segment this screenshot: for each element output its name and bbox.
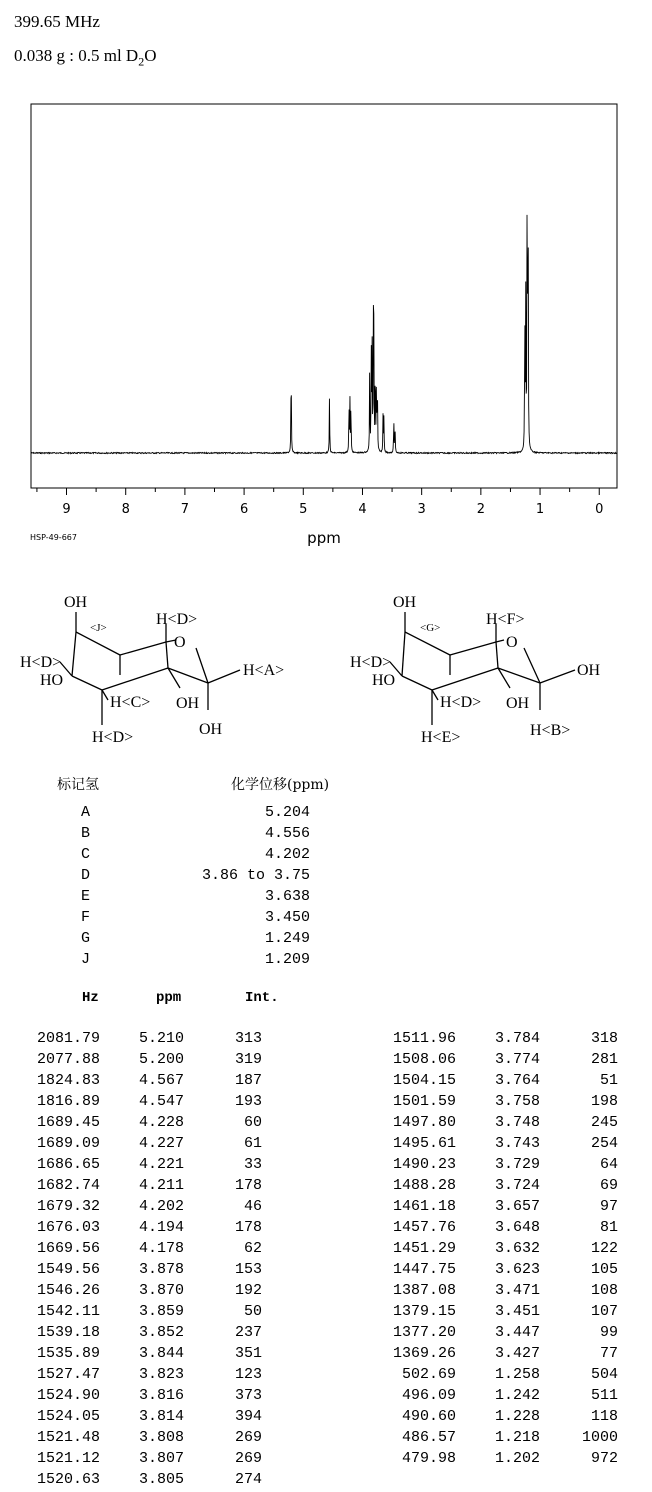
x-axis-ticks xyxy=(37,488,599,495)
peak-ppm: 3.451 xyxy=(494,1303,540,1320)
peak-intensity: 245 xyxy=(590,1114,618,1131)
hz-header: Hz xyxy=(82,990,99,1006)
peak-ppm: 4.228 xyxy=(138,1114,184,1131)
peak-intensity: 318 xyxy=(590,1030,618,1047)
peak-hz: 502.69 xyxy=(401,1366,456,1383)
peak-ppm: 1.202 xyxy=(494,1450,540,1467)
m2-ring-o: O xyxy=(506,634,518,651)
peak-ppm: 3.657 xyxy=(494,1198,540,1215)
peak-intensity: 192 xyxy=(234,1282,262,1299)
peak-hz: 1508.06 xyxy=(392,1051,456,1068)
assignment-header xyxy=(0,774,652,796)
x-tick-label: 9 xyxy=(62,502,71,517)
m1-hc: H<C> xyxy=(110,694,151,711)
peak-intensity: 237 xyxy=(234,1324,262,1341)
assignment-label: B xyxy=(81,825,91,842)
peak-intensity: 351 xyxy=(234,1345,262,1362)
x-tick-label: 5 xyxy=(299,502,308,517)
peak-intensity: 511 xyxy=(590,1387,618,1404)
peak-ppm: 3.471 xyxy=(494,1282,540,1299)
peak-intensity: 46 xyxy=(243,1198,262,1215)
peak-hz: 479.98 xyxy=(401,1450,456,1467)
peak-hz: 486.57 xyxy=(401,1429,456,1446)
peak-hz: 1524.90 xyxy=(36,1387,100,1404)
peak-ppm: 4.227 xyxy=(138,1135,184,1152)
m1-oh-top: OH xyxy=(64,594,88,611)
peak-intensity: 107 xyxy=(590,1303,618,1320)
peak-hz: 1682.74 xyxy=(36,1177,100,1194)
assignment-shift: 3.638 xyxy=(264,888,310,905)
peak-ppm: 4.178 xyxy=(138,1240,184,1257)
m1-hd-top: H<D> xyxy=(156,611,198,628)
peak-intensity: 198 xyxy=(590,1093,618,1110)
m2-hd-left: H<D> xyxy=(350,654,392,671)
molecule-2-labels xyxy=(350,594,601,746)
peak-intensity: 269 xyxy=(234,1450,262,1467)
peak-hz: 2081.79 xyxy=(36,1030,100,1047)
m2-oh-top: OH xyxy=(393,594,417,611)
peak-intensity: 274 xyxy=(234,1471,262,1488)
peak-hz: 1816.89 xyxy=(36,1093,100,1110)
peak-ppm: 3.805 xyxy=(138,1471,184,1488)
assignment-shift: 1.209 xyxy=(264,951,310,968)
peak-ppm: 3.870 xyxy=(138,1282,184,1299)
peak-hz: 1387.08 xyxy=(392,1282,456,1299)
peak-hz: 1546.26 xyxy=(36,1282,100,1299)
peak-intensity: 118 xyxy=(590,1408,618,1425)
peak-hz: 1521.12 xyxy=(36,1450,100,1467)
peak-hz: 1676.03 xyxy=(36,1219,100,1236)
peak-intensity: 193 xyxy=(234,1093,262,1110)
peak-hz: 1511.96 xyxy=(392,1030,456,1047)
assignment-row xyxy=(0,825,652,846)
sample-suffix: O xyxy=(144,46,157,65)
sample-concentration xyxy=(14,46,156,69)
peak-hz: 1457.76 xyxy=(392,1219,456,1236)
nmr-spectrum xyxy=(0,95,652,550)
molecule-2 xyxy=(390,612,575,725)
peak-intensity: 254 xyxy=(590,1135,618,1152)
assignment-label: A xyxy=(81,804,91,821)
spectrum-code: HSP-49-667 xyxy=(30,533,77,542)
molecule-1-labels xyxy=(20,594,284,746)
peak-ppm: 3.729 xyxy=(494,1156,540,1173)
x-tick-label: 6 xyxy=(239,502,249,517)
peak-intensity: 153 xyxy=(234,1261,262,1278)
sample-prefix: 0.038 g : 0.5 ml D xyxy=(14,46,139,65)
x-axis-tick-labels xyxy=(62,502,603,517)
peak-ppm: 3.427 xyxy=(494,1345,540,1362)
assignment-row xyxy=(0,867,652,888)
peak-ppm: 3.758 xyxy=(494,1093,540,1110)
molecule-structures xyxy=(0,580,652,750)
peak-intensity: 123 xyxy=(234,1366,262,1383)
peak-intensity: 60 xyxy=(243,1114,262,1131)
peak-intensity: 51 xyxy=(599,1072,618,1089)
peak-ppm: 3.823 xyxy=(138,1366,184,1383)
peak-hz: 496.09 xyxy=(401,1387,456,1404)
m1-ring-o: O xyxy=(174,634,186,651)
x-tick-label: 8 xyxy=(121,502,130,517)
x-tick-label: 2 xyxy=(476,502,485,517)
peak-hz: 1679.32 xyxy=(36,1198,100,1215)
m1-hd-bottom: H<D> xyxy=(92,729,134,746)
peak-ppm: 3.808 xyxy=(138,1429,184,1446)
peak-intensity: 1000 xyxy=(581,1429,618,1446)
shift-column-header: 化学位移(ppm) xyxy=(231,777,330,793)
x-tick-label: 0 xyxy=(595,502,604,517)
peak-hz: 490.60 xyxy=(401,1408,456,1425)
peak-intensity: 61 xyxy=(243,1135,262,1152)
peak-intensity: 108 xyxy=(590,1282,618,1299)
peak-hz: 1379.15 xyxy=(392,1303,456,1320)
peak-ppm: 3.764 xyxy=(494,1072,540,1089)
peak-hz: 1549.56 xyxy=(36,1261,100,1278)
peak-ppm: 3.648 xyxy=(494,1219,540,1236)
peak-ppm: 3.784 xyxy=(494,1030,540,1047)
peak-hz: 1521.48 xyxy=(36,1429,100,1446)
peak-intensity: 97 xyxy=(599,1198,618,1215)
peak-hz: 1689.09 xyxy=(36,1135,100,1152)
assignment-row xyxy=(0,951,652,972)
peak-hz: 1689.45 xyxy=(36,1114,100,1131)
assignment-label: G xyxy=(81,930,91,947)
assignment-shift: 5.204 xyxy=(264,804,310,821)
m1-hd-left: H<D> xyxy=(20,654,62,671)
peak-ppm: 4.221 xyxy=(138,1156,184,1173)
peak-hz: 1524.05 xyxy=(36,1408,100,1425)
peak-ppm: 1.218 xyxy=(494,1429,540,1446)
assignment-label: F xyxy=(81,909,91,926)
peak-hz: 1824.83 xyxy=(36,1072,100,1089)
int-header: Int. xyxy=(245,990,279,1006)
peak-intensity: 178 xyxy=(234,1177,262,1194)
peak-hz: 1542.11 xyxy=(36,1303,100,1320)
peak-intensity: 269 xyxy=(234,1429,262,1446)
peak-hz: 1501.59 xyxy=(392,1093,456,1110)
peak-hz: 1527.47 xyxy=(36,1366,100,1383)
x-tick-label: 4 xyxy=(358,502,367,517)
peak-intensity: 187 xyxy=(234,1072,262,1089)
ppm-header: ppm xyxy=(156,990,182,1006)
peak-ppm: 1.242 xyxy=(494,1387,540,1404)
assignment-shift: 3.86 to 3.75 xyxy=(201,867,310,884)
peak-intensity: 319 xyxy=(234,1051,262,1068)
assignment-row xyxy=(0,888,652,909)
m2-hf: H<F> xyxy=(486,611,525,628)
label-column-header: 标记氢 xyxy=(57,777,99,793)
peak-ppm: 3.724 xyxy=(494,1177,540,1194)
peak-hz: 1504.15 xyxy=(392,1072,456,1089)
peak-hz: 1669.56 xyxy=(36,1240,100,1257)
m2-hd-mid: H<D> xyxy=(440,694,482,711)
peak-hz: 1490.23 xyxy=(392,1156,456,1173)
assignment-shift: 4.556 xyxy=(264,825,310,842)
peak-intensity: 281 xyxy=(590,1051,618,1068)
m1-ha: H<A> xyxy=(243,662,285,679)
m2-ho-left: HO xyxy=(372,672,396,689)
m1-oh-low: OH xyxy=(199,721,223,738)
peak-intensity: 373 xyxy=(234,1387,262,1404)
peak-hz: 1535.89 xyxy=(36,1345,100,1362)
peak-ppm: 1.228 xyxy=(494,1408,540,1425)
peak-ppm: 3.859 xyxy=(138,1303,184,1320)
peak-hz: 1520.63 xyxy=(36,1471,100,1488)
sample-subscript: 2 xyxy=(138,54,145,69)
x-tick-label: 1 xyxy=(535,502,545,517)
m1-oh-mid: OH xyxy=(176,695,200,712)
peak-hz: 1447.75 xyxy=(392,1261,456,1278)
peak-ppm: 4.202 xyxy=(138,1198,184,1215)
spectrometer-frequency: 399.65 MHz xyxy=(14,12,100,31)
assignment-row xyxy=(0,846,652,867)
peak-intensity: 313 xyxy=(234,1030,262,1047)
peak-ppm: 3.844 xyxy=(138,1345,184,1362)
peak-ppm: 3.632 xyxy=(494,1240,540,1257)
peak-ppm: 4.194 xyxy=(138,1219,184,1236)
m2-he-bottom: H<E> xyxy=(421,729,461,746)
peak-ppm: 3.623 xyxy=(494,1261,540,1278)
peak-intensity: 504 xyxy=(590,1366,618,1383)
m1-ho-left: HO xyxy=(40,672,64,689)
peak-intensity: 99 xyxy=(599,1324,618,1341)
m2-tag-g: <G> xyxy=(420,622,441,634)
peak-intensity: 62 xyxy=(243,1240,262,1257)
assignment-label: C xyxy=(81,846,91,863)
peak-intensity: 81 xyxy=(599,1219,618,1236)
m1-tag-j: <J> xyxy=(90,622,107,634)
peak-hz: 1461.18 xyxy=(392,1198,456,1215)
peak-ppm: 3.743 xyxy=(494,1135,540,1152)
peak-hz: 1377.20 xyxy=(392,1324,456,1341)
peak-intensity: 77 xyxy=(599,1345,618,1362)
peak-ppm: 1.258 xyxy=(494,1366,540,1383)
x-tick-label: 3 xyxy=(417,502,426,517)
assignment-shift: 4.202 xyxy=(264,846,310,863)
assignment-table xyxy=(0,804,652,972)
peak-hz: 1369.26 xyxy=(392,1345,456,1362)
peak-hz: 2077.88 xyxy=(36,1051,100,1068)
peak-ppm: 3.807 xyxy=(138,1450,184,1467)
peak-ppm: 3.852 xyxy=(138,1324,184,1341)
peak-intensity: 69 xyxy=(599,1177,618,1194)
peak-hz: 1497.80 xyxy=(392,1114,456,1131)
peak-ppm: 5.210 xyxy=(138,1030,184,1047)
peak-ppm: 3.748 xyxy=(494,1114,540,1131)
peak-intensity: 33 xyxy=(243,1156,262,1173)
peak-ppm: 3.814 xyxy=(138,1408,184,1425)
m2-oh-mid: OH xyxy=(506,695,530,712)
peak-intensity: 50 xyxy=(243,1303,262,1320)
peak-intensity: 122 xyxy=(590,1240,618,1257)
x-axis-label: ppm xyxy=(307,529,341,547)
assignment-row xyxy=(0,930,652,951)
peak-hz: 1539.18 xyxy=(36,1324,100,1341)
peak-ppm: 4.567 xyxy=(138,1072,184,1089)
peak-ppm: 5.200 xyxy=(138,1051,184,1068)
peak-intensity: 105 xyxy=(590,1261,618,1278)
spectrum-trace xyxy=(31,215,617,454)
assignment-label: D xyxy=(81,867,91,884)
peak-intensity: 64 xyxy=(599,1156,618,1173)
peak-ppm: 4.211 xyxy=(138,1177,184,1194)
peak-hz: 1495.61 xyxy=(392,1135,456,1152)
peak-intensity: 178 xyxy=(234,1219,262,1236)
peak-ppm: 3.816 xyxy=(138,1387,184,1404)
assignment-shift: 1.249 xyxy=(264,930,310,947)
peak-intensity: 972 xyxy=(590,1450,618,1467)
peak-ppm: 4.547 xyxy=(138,1093,184,1110)
x-tick-label: 7 xyxy=(180,502,190,517)
peak-hz: 1451.29 xyxy=(392,1240,456,1257)
peak-hz: 1488.28 xyxy=(392,1177,456,1194)
assignment-row xyxy=(0,909,652,930)
peak-ppm: 3.447 xyxy=(494,1324,540,1341)
peak-ppm: 3.774 xyxy=(494,1051,540,1068)
peak-intensity: 394 xyxy=(234,1408,262,1425)
assignment-label: E xyxy=(81,888,91,905)
peak-hz: 1686.65 xyxy=(36,1156,100,1173)
assignment-label: J xyxy=(81,951,91,968)
assignment-row xyxy=(0,804,652,825)
m2-oh-right: OH xyxy=(577,662,601,679)
m2-hb: H<B> xyxy=(530,722,571,739)
assignment-shift: 3.450 xyxy=(264,909,310,926)
peak-ppm: 3.878 xyxy=(138,1261,184,1278)
